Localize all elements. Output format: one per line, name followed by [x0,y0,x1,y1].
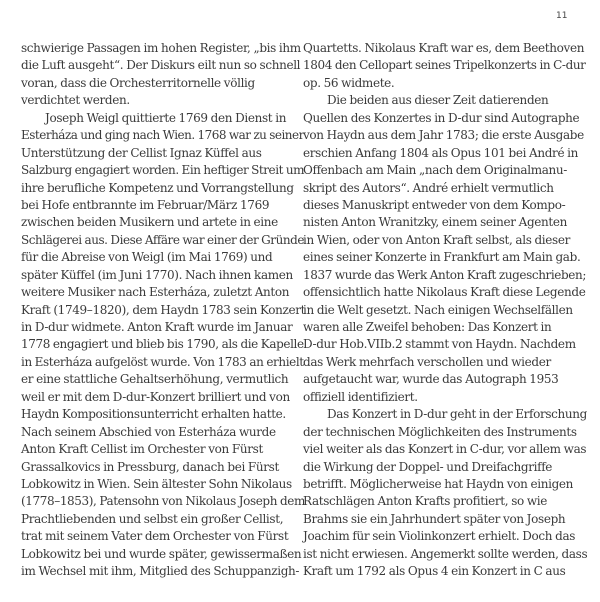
text-line: die Luft ausgeht“. Der Diskurs eilt nun so schnell [21,58,301,73]
text-line: Unterstützung der Cellist Ignaz Küffel aus [21,145,262,160]
text-line: zwischen beiden Musikern und artete in eine [21,215,278,230]
text-line: 1837 wurde das Werk Anton Kraft zugeschrieben; [303,267,586,282]
text-line: Lobkowitz in Wien. Sein ältester Sohn Nikolaus [21,476,292,491]
text-line: offensichtlich hatte Nikolaus Kraft diese Legende [303,285,586,300]
text-line: Kraft (1749–1820), dem Haydn 1783 sein Konzert [21,302,306,317]
text-line: in Wien, oder von Anton Kraft selbst, als dieser [303,232,570,247]
text-line: skript des Autors“. André erhielt vermutlich [303,180,554,195]
text-line: schwierige Passagen im hohen Register, „bis ihm [21,41,301,55]
text-line: Die beiden aus dieser Zeit datierenden [327,93,549,108]
text-line: op. 56 widmete. [303,75,395,90]
text-line: Das Konzert in D-dur geht in der Erforschung [327,407,587,422]
text-line: von Haydn aus dem Jahr 1783; die erste Ausgabe [303,128,584,143]
text-line: (1778–1853), Patensohn von Nikolaus Joseph dem [21,494,305,509]
text-line: Ratschlägen Anton Krafts profitiert, so wie [303,494,548,509]
text-line: ist nicht erwiesen. Angemerkt sollte werden, dass [303,546,588,561]
text-line: dieses Manuskript entweder von dem Kompo- [303,197,566,212]
text-line: Schlägerei aus. Diese Affäre war einer der Gründe [21,232,305,247]
text-line: waren alle Zweifel behoben: Das Konzert in [303,320,552,334]
text-line: das Werk mehrfach verschollen und wieder [303,354,551,369]
text-line: der technischen Möglichkeiten des Instruments [303,424,577,439]
text-line: trat mit seinem Vater dem Orchester von Fürst [21,529,289,544]
text-line: erschien Anfang 1804 als Opus 101 bei André in [303,145,579,160]
text-line: weil er mit dem D-dur-Konzert brilliert und von [21,389,290,404]
text-line: verdichtet werden. [21,93,130,108]
text-line: Lobkowitz bei und wurde später, gewissermaßen [21,546,302,561]
text-line: aufgetaucht war, wurde das Autograph 1953 [303,372,559,387]
text-line: voran, dass die Orchesterritornelle völlig [21,75,255,90]
text-line: Offenbach am Main „nach dem Originalmanu- [303,163,568,178]
text-line: Esterháza und ging nach Wien. 1768 war zu seiner [21,128,304,143]
text-line: im Wechsel mit ihm, Mitglied des Schuppanzigh- [21,564,300,579]
text-line: Haydn Kompositionsunterricht erhalten hatte. [21,407,286,422]
text-line: bei Hofe entbrannte im Februar/März 1769 [21,197,270,212]
right-column [303,40,587,581]
text-line: viel weiter als das Konzert in C-dur, vor allem was [303,442,587,457]
text-line: die Wirkung der Doppel- und Dreifachgriffe [303,459,553,474]
text-line: 1778 engagiert und blieb bis 1790, als die Kapelle [21,337,304,352]
text-line: nisten Anton Wranitzky, einem seiner Agenten [303,215,568,230]
text-line: 1804 den Cellopart seines Tripelkonzerts in C-dur [303,58,586,73]
text-line: in die Welt gesetzt. Nach einigen Wechselfällen [303,302,573,317]
text-line: Joachim für sein Violinkonzert erhielt. Doch das [303,529,576,544]
text-line: weitere Musiker nach Esterháza, zuletzt Anton [21,285,290,300]
text-line: Grassalkovics in Pressburg, danach bei Fürst [21,459,279,474]
text-line: eines seiner Konzerte in Frankfurt am Main gab. [303,250,581,265]
text-line: Salzburg engagiert worden. Ein heftiger Streit um [21,163,305,178]
text-line: Quellen des Konzertes in D-dur sind Autographe [303,110,580,125]
text-line: später Küffel (im Juni 1770). Nach ihnen kamen [21,267,293,282]
page-number: 11 [556,11,568,21]
text-line: für die Abreise von Weigl (im Mai 1769) und [21,250,273,265]
left-column [21,40,305,581]
text-line: Anton Kraft Cellist im Orchester von Fürst [21,442,263,457]
text-line: Joseph Weigl quittierte 1769 den Dienst in [45,110,287,125]
text-line: in Esterháza aufgelöst wurde. Von 1783 an erhielt [21,354,304,369]
text-line: Brahms sie ein Jahrhundert später von Joseph [303,511,566,526]
text-line: Quartetts. Nikolaus Kraft war es, dem Beethoven [303,41,585,55]
text-line: in D-dur widmete. Anton Kraft wurde im Januar [21,320,293,334]
text-line: er eine stattliche Gehaltserhöhung, vermutlich [21,372,289,387]
text-line: ihre berufliche Kompetenz und Vorrangstellung [21,180,294,195]
text-line: D-dur Hob.VIIb.2 stammt von Haydn. Nachdem [303,337,576,352]
text-line: offiziell identifiziert. [303,389,418,404]
text-line: betrifft. Möglicherweise hat Haydn von einigen [303,476,574,491]
text-line: Kraft um 1792 als Opus 4 ein Konzert in C aus [303,564,566,579]
text-line: Nach seinem Abschied von Esterháza wurde [21,424,276,439]
text-line: Prachtliebenden und selbst ein großer Cellist, [21,511,284,526]
